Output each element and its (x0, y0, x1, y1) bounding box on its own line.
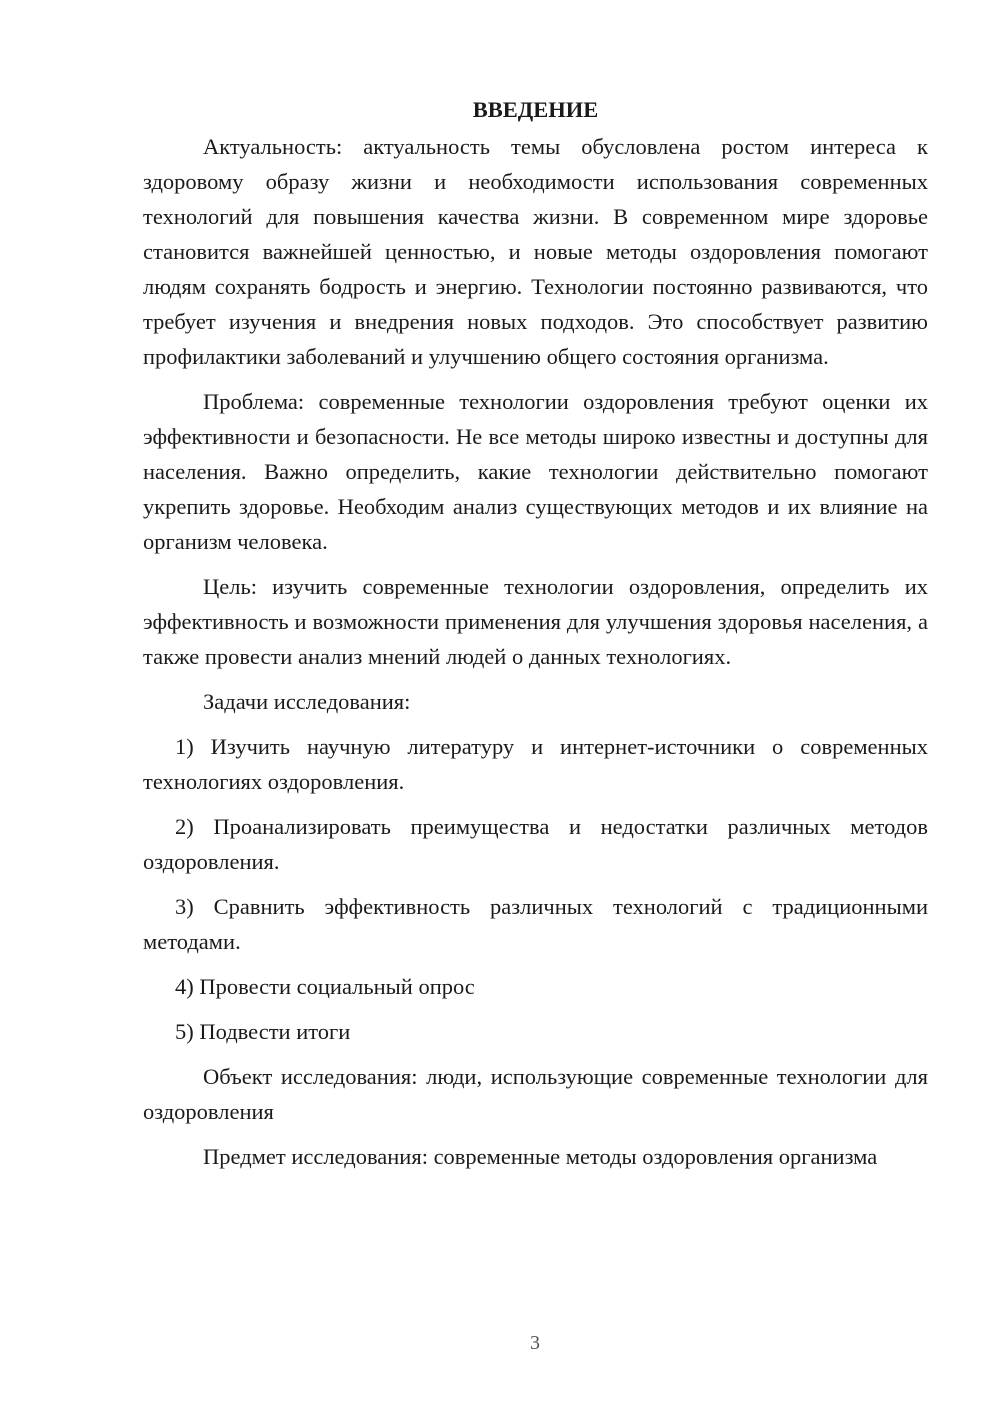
task-item-4: 4) Провести социальный опрос (175, 974, 475, 999)
research-subject-paragraph: Предмет исследования: современные методы оздоровления организма (203, 1144, 878, 1169)
goal-paragraph: Цель: изучить современные технологии оздоровления, определить их эффективность и возможности применения для улучшения здоровья населения, а также провести анализ мнений людей о данных технологиях. (143, 574, 928, 669)
task-item-1: 1) Изучить научную литературу и интернет-источники о современных технологиях оздоровления. (143, 734, 928, 794)
task-item-2: 2) Проанализировать преимущества и недостатки различных методов оздоровления. (143, 814, 928, 874)
relevance-paragraph: Актуальность: актуальность темы обусловлена ростом интереса к здоровому образу жизни и необходимости использования современных технологий для повышения качества жизни. В современном мире здоровье становится важнейшей ценностью, и новые методы оздоровления помогают людям сохранять бодрость и энергию. Технологии постоянно развиваются, что требует изучения и внедрения новых подходов. Это способствует развитию профилактики заболеваний и улучшению общего состояния организма. (143, 134, 928, 369)
problem-paragraph: Проблема: современные технологии оздоровления требуют оценки их эффективности и безопасности. Не все методы широко известны и доступны для населения. Важно определить, какие технологии действительно помогают укрепить здоровье. Необходим анализ существующих методов и их влияние на организм человека. (143, 389, 928, 554)
page-content (143, 92, 928, 1184)
task-item-3: 3) Сравнить эффективность различных технологий с традиционными методами. (143, 894, 928, 954)
page-number: 3 (530, 1332, 540, 1354)
task-item-5: 5) Подвести итоги (175, 1019, 351, 1044)
research-object-paragraph: Объект исследования: люди, использующие современные технологии для оздоровления (143, 1064, 928, 1124)
tasks-heading: Задачи исследования: (203, 689, 411, 714)
page-title: ВВЕДЕНИЕ (472, 97, 599, 122)
